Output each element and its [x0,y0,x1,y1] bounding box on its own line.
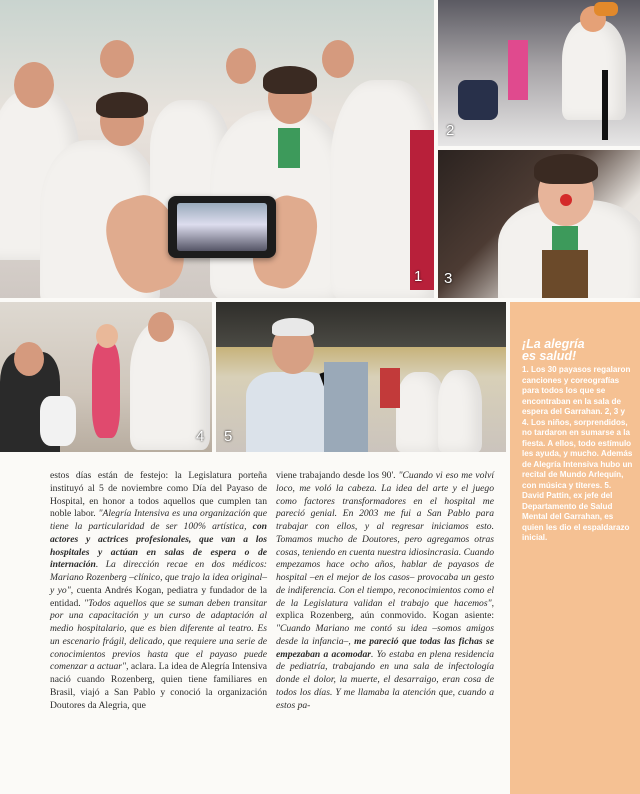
article-text-run: "Todos aquellos que se suman deben transitar por una capacitación y un curso de adaptación al medio hospitalario, que es bien diferente al teatro. Es un escenario frágil, delicado, que requiere una serie de conocimientos previos hasta que el payaso puede comenzar a actuar" [50,597,267,673]
photo-number-5: 5 [224,428,233,445]
article-column-2 [276,470,494,712]
sidebar-heading [522,338,634,362]
article-text-run: , cuenta Andrés Kogan, pediatra y fundador de la entidad. [50,584,267,609]
article-text-run: , explica Rozenberg, aún conmovido. Kogan asiente: [276,597,494,622]
article-text-run: me pareció que todas las fichas se empezaban a acomodar [276,635,494,660]
photo-speaker-with-microphone [216,302,506,452]
sidebar-heading-line1: ¡La alegría [522,337,585,351]
photo-children-waiting-room [0,302,212,452]
photo-number-2: 2 [446,122,455,139]
photo-number-4: 4 [196,428,205,445]
caption-sidebar [510,302,640,794]
article-text-run: . Yo estaba en plena residencia de pediatría, trabajando en una sala de infectología donde el dolor, la muerte, el desarraigo, eran cosa de todos los días. Y me llamaba la atención que, cuando a estos pa- [276,648,494,711]
sidebar-caption: 1. Los 30 payasos regalaron canciones y coreografías para todos los que se encontraban en la sala de espera del Garrahan. 2, 3 y 4. Los niños, sorprendidos, no tardaron en sumarse a la fiesta. A ellos, todo estímulo les ayuda, y mucho. Además de Alegría Intensiva hubo un recital de Mundo Arlequín, con música y títeres. 5. David Pattin, ex jefe del Departamento de Salud Mental del Garrahan, es quien les dio el espaldarazo inicial. [522,365,633,542]
article-text-run: , aclara. La idea de Alegría Intensiva nació cuando Rozenberg, quien tiene familiares en Brasil, viajó a San Pablo y conoció la organización Doutores da Alegria, que [50,661,267,711]
photo-number-1: 1 [414,268,423,285]
sidebar-heading-line2: es salud! [522,349,577,363]
article-text-run: estos días están de festejo: la Legislatura porteña instituyó al 5 de noviembre como Día del Payaso de Hospital, en honor a todos aquellos que cumplen tan noble labor. [50,470,267,520]
article-text-run: "Cuando Mariano me contó su idea –somos amigos desde la infancia–, [276,623,494,647]
article-text-run: "Alegría Intensiva es una organización que tiene la particularidad de ser 100% artística, [50,508,267,532]
photo-number-3: 3 [444,270,453,287]
photo-clowns-dancing [0,0,434,298]
photo-clown-portrait [438,150,640,298]
article-text-run: . La dirección recae en dos médicos: Mariano Rozenberg –clínico, que trajo la idea original– y yo" [50,559,267,596]
phone-in-hands [168,196,276,258]
article-text-run: viene trabajando desde los 90'. [276,470,399,481]
article-text-run: con actores y actrices profesionales, que van a los hospitales y actúan en salas de espera o de internación [50,521,267,571]
article-column-1 [50,470,267,712]
article-text-run: "Cuando vi eso me volví loco, me voló la cabeza. La idea del arte y el juego como factores transformadores en el hospital me pareció genial. En 2003 me fui a San Pablo para trabajar con ellos, y al regresar iniciamos esto. Tomamos mucho de Doutores, pero agregamos otras cosas, teniendo en cuenta nuestra idiosincrasia. Cuando empezamos hace ocho años, hablar de payasos de hospital –en el mejor de los casos– provocaba un gesto de indiferencia. Con el tiempo, reconocimientos como el de la Legislatura validan el trabajo que hacemos" [276,470,494,609]
photo-clowns-with-kids [438,0,640,146]
